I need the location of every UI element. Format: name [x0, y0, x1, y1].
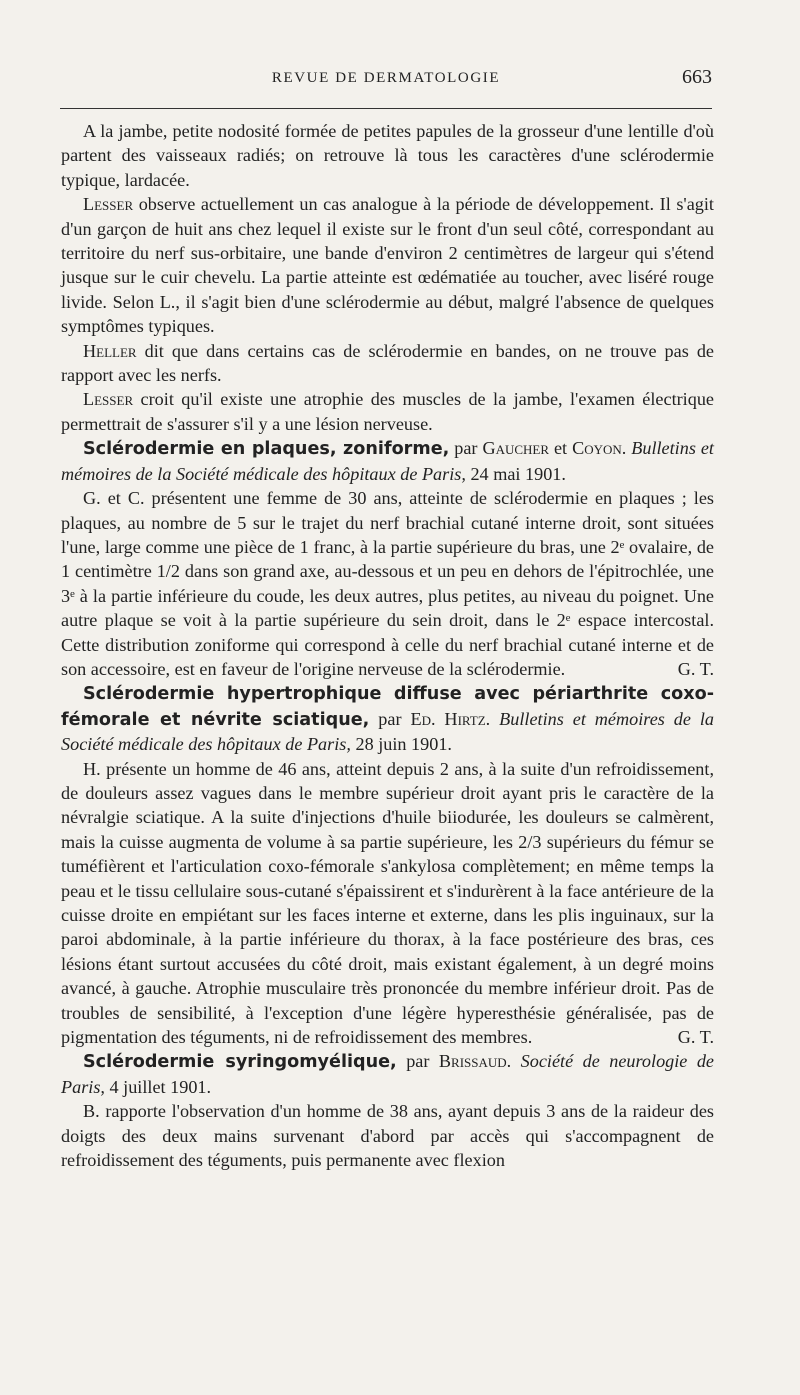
- citation-date: 24 mai 1901.: [465, 463, 566, 484]
- signature: G. T.: [677, 658, 714, 679]
- paragraph-text: dit que dans certains cas de sclérodermie en bandes, on ne trouve pas de rapport avec les nerfs.: [61, 340, 714, 386]
- signature: G. T.: [677, 1027, 714, 1048]
- section-title: Sclérodermie hypertrophique diffuse avec périarthrite coxo-fémorale et névrite sciatique,: [61, 684, 714, 730]
- paragraph-text: G. et C. présentent une femme de 30 ans, atteinte de sclérodermie en plaques ; les plaques, au nombre de 5 sur le trajet du nerf brachial cutané interne droit, sont situées l'une, large comme une pièce de 1 franc, à la partie supérieure du bras, une 2ᵉ ovalaire, de 1 centimètre 1/2 dans son grand axe, au-dessous et un peu en dehors de l'épitrochlée, une 3ᵉ à la partie inférieure du coude, les deux autres, plus petites, au niveau du poignet. Une autre plaque se voit à la partie supérieure du sein droit, dans le 2ᵉ espace intercostal. Cette distribution zoniforme qui correspond à celle du nerf brachial cutané interne et de son accessoire, est en faveur de l'origine nerveuse de la sclérodermie.: [61, 488, 714, 679]
- paragraph: [61, 192, 714, 338]
- paragraph: [61, 387, 714, 436]
- section-title: Sclérodermie en plaques, zoniforme,: [83, 439, 450, 460]
- page-body: [61, 119, 714, 1172]
- paragraph: [61, 757, 714, 1050]
- paragraph: [61, 1099, 714, 1172]
- section-heading: Sclérodermie hypertrophique diffuse avec périarthrite coxo-fémorale et névrite sciatique, par Ed. Hirtz. Bulletins et mémoires de la Société médicale des hôpitaux de Paris, 28 juin 1901.: [61, 684, 715, 755]
- author-name: Lesser: [83, 194, 134, 215]
- section-title: Sclérodermie syringomyélique,: [83, 1052, 397, 1073]
- page-number: 663: [682, 66, 712, 88]
- source-citation: Bulletins et mémoires de la Société médicale des hôpitaux de Paris,: [61, 438, 714, 484]
- paragraph-text: B. rapporte l'observation d'un homme de 38 ans, ayant depuis 3 ans de la raideur des doigts des deux mains survenant d'abord par accès qui s'accompagnent de refroidissement des téguments, puis permanente avec flexion: [61, 1101, 714, 1171]
- paragraph-text: croit qu'il existe une atrophie des muscles de la jambe, l'examen électrique permettrait de s'assurer s'il y a une lésion nerveuse.: [61, 389, 714, 434]
- paragraph-text: H. présente un homme de 46 ans, atteint depuis 2 ans, à la suite d'un refroidissement, de douleurs assez vagues dans le membre supérieur droit ayant pris le caractère de la névralgie sciatique. A la suite d'injections d'huile biiodurée, les douleurs se calmèrent, mais la cuisse augmenta de volume à sa partie supérieure, les 2/3 supérieurs du fémur se tuméfièrent et l'articulation coxo-fémorale s'ankylosa complètement; en même temps la peau et le tissu cellulaire sous-cutané s'épaissirent et s'indurèrent à la face antérieure de la cuisse droite en empiétant sur les faces interne et externe, dans les plis inguinaux, sur la paroi abdominale, à la partie inférieure du thorax, à la face postérieure des bras, ces lésions étant surtout accusées du côté droit, mais existant également, à un degré moins avancé, à gauche. Atrophie musculaire très prononcée du membre inférieur droit. Pas de troubles de sensibilité, à l'exception d'une légère hyperesthésie généralisée, pas de pigmentation des téguments, ni de refroidissement des membres.: [61, 758, 714, 1048]
- source-citation: Bulletins et mémoires de la Société médicale des hôpitaux de Paris,: [61, 708, 715, 755]
- paragraph: [61, 486, 714, 681]
- paragraph-text: observe actuellement un cas analogue à la période de développement. Il s'agit d'un garçon de huit ans chez lequel il existe sur le front d'un seul côté, correspondant au territoire du nerf sus-orbitaire, une bande d'environ 2 centimètres de largeur qui s'étend jusque sur le cuir chevelu. La partie atteinte est œdématiée au toucher, avec liséré rouge livide. Selon L., il s'agit bien d'une sclérodermie au début, malgré l'absence de quelques symptômes typiques.: [61, 194, 714, 337]
- paragraph: A la jambe, petite nodosité formée de petites papules de la grosseur d'une lentille d'où partent des vaisseaux radiés; on retrouve là tous les caractères d'une sclérodermie typique, lardacée.: [61, 121, 714, 190]
- citation-date: 4 juillet 1901.: [104, 1076, 212, 1097]
- running-title: REVUE DE DERMATOLOGIE: [271, 70, 501, 86]
- author-name: Lesser: [83, 389, 134, 410]
- section-heading: Sclérodermie syringomyélique, par Brissaud. Société de neurologie de Paris, 4 juillet 1901.: [61, 1051, 715, 1097]
- citation-date: 28 juin 1901.: [350, 734, 452, 755]
- author-name: Coyon: [572, 438, 622, 459]
- section-heading: Sclérodermie en plaques, zoniforme, par Gaucher et Coyon. Bulletins et mémoires de la Société médicale des hôpitaux de Paris, 24 mai 1901.: [61, 438, 714, 484]
- page-header: [60, 66, 712, 94]
- author-name: Heller: [83, 340, 137, 361]
- header-rule: [60, 108, 712, 109]
- paragraph: [61, 339, 714, 388]
- author-name: Ed. Hirtz: [410, 708, 486, 729]
- author-name: Gaucher: [482, 438, 550, 459]
- source-citation: Société de neurologie de Paris,: [61, 1051, 715, 1097]
- author-name: Brissaud: [438, 1051, 507, 1072]
